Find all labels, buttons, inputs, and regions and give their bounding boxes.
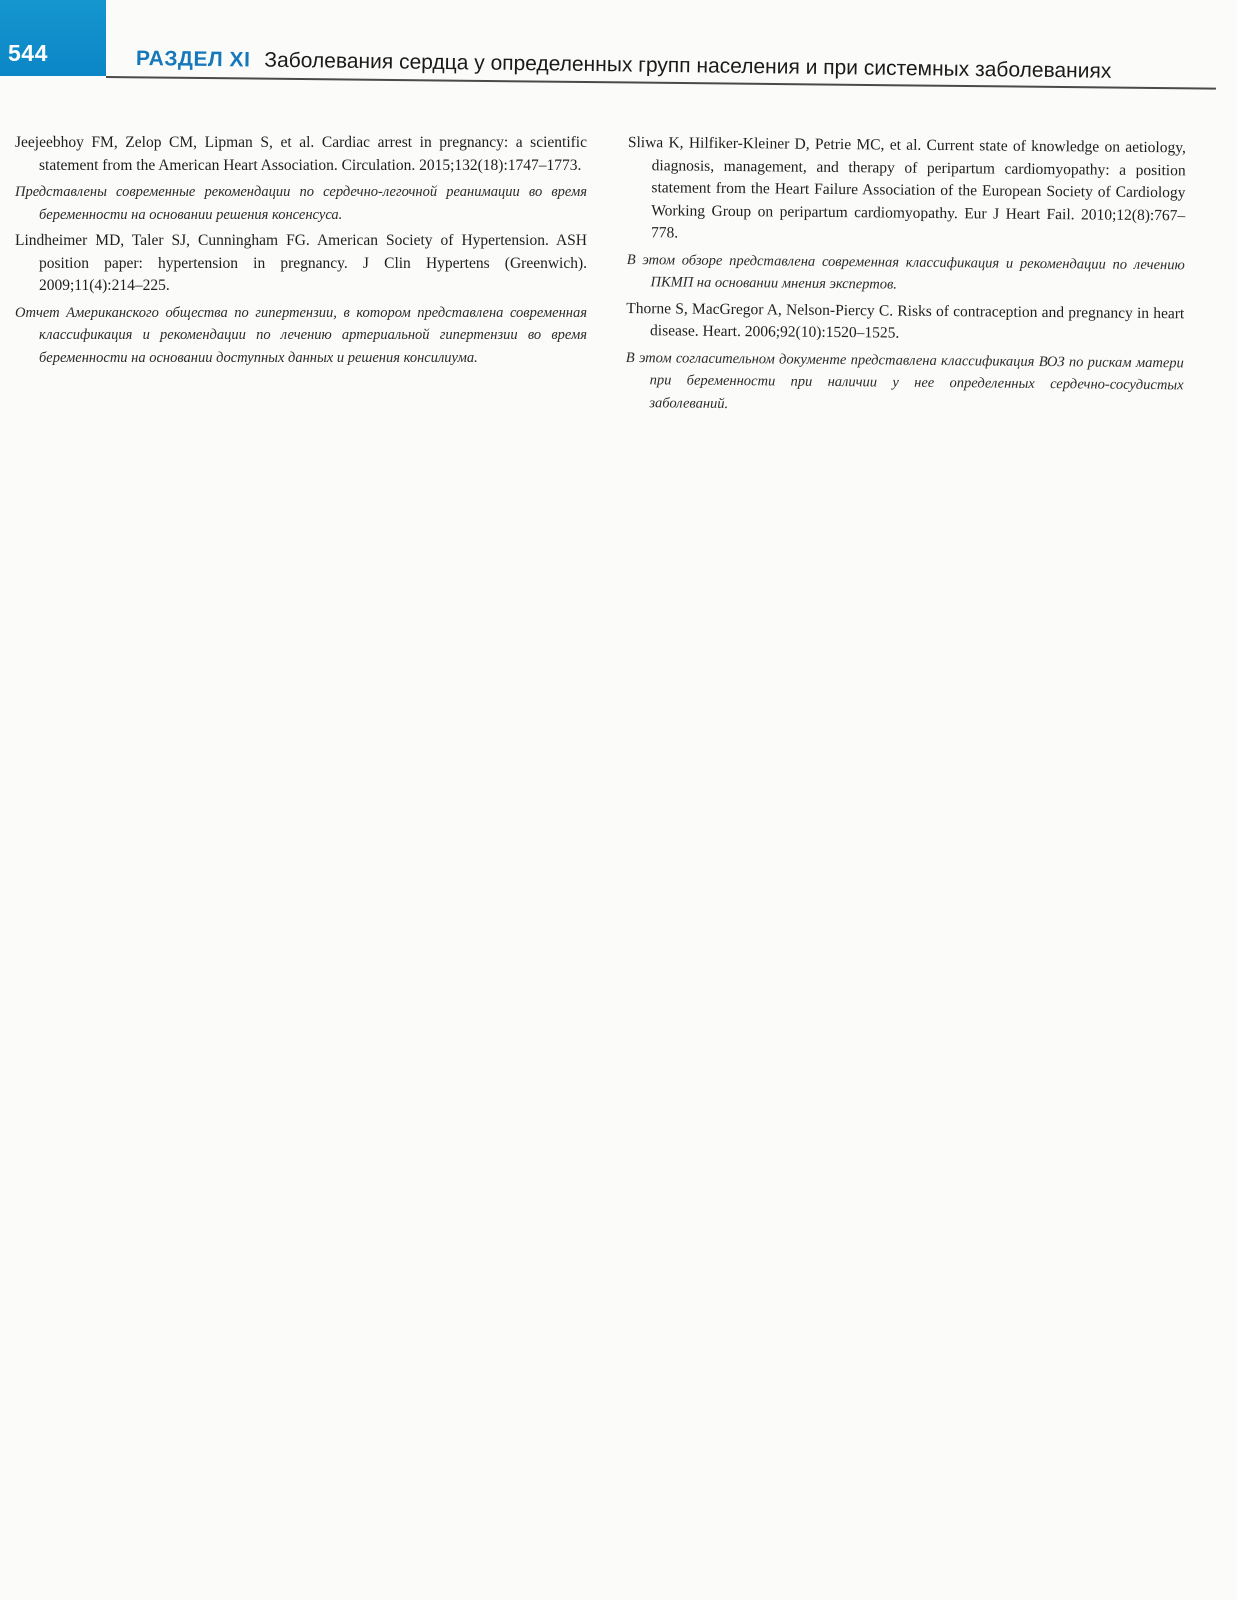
reference-annotation: Отчет Американского общества по гипертензии, в котором представлена современная классификация и рекомендации по лечению артериальной гипертензии во время беременности на основании доступных данных и решения консилиума. [15, 304, 587, 366]
page-number: 544 [8, 40, 48, 66]
right-column [625, 132, 1186, 423]
section-title: Заболевания сердца у определенных групп населения и при системных заболеваниях [264, 48, 1112, 83]
reference-entry: Jeejeebhoy FM, Zelop CM, Lipman S, et al. Cardiac arrest in pregnancy: a scientific statement from the American Heart Association. Circulation. 2015;132(18):1747–1773. [15, 134, 587, 174]
page-number-tab [0, 0, 106, 76]
reference-annotation: Представлены современные рекомендации по сердечно-легочной реанимации во время беременности на основании решения консенсуса. [15, 184, 587, 223]
reference-entry: Sliwa K, Hilfiker-Kleiner D, Petrie MC, et al. Current state of knowledge on aetiology, diagnosis, management, and therapy of peripartum cardiomyopathy: a position statement from the Heart Failure Association of the European Society of Cardiology Working Group on peripartum cardiomyopathy. Eur J Heart Fail. 2010;12(8):767–778. [627, 133, 1186, 242]
reference-annotation: В этом обзоре представлена современная классификация и рекомендации по лечению ПКМП на основании мнения экспертов. [626, 251, 1185, 293]
reference-annotation: В этом согласительном документе представлена классификация ВОЗ по рискам матери при беременности при наличии у нее определенных сердечно-сосудистых заболеваний. [625, 349, 1184, 412]
section-label: РАЗДЕЛ XI [135, 47, 251, 72]
reference-entry: Lindheimer MD, Taler SJ, Cunningham FG. American Society of Hypertension. ASH position paper: hypertension in pregnancy. J Clin Hypertens (Greenwich). 2009;11(4):214–225. [15, 232, 587, 294]
left-column [15, 132, 587, 373]
reference-entry: Thorne S, MacGregor A, Nelson-Piercy C. Risks of contraception and pregnancy in heart disease. Heart. 2006;92(10):1520–1525. [626, 299, 1185, 342]
